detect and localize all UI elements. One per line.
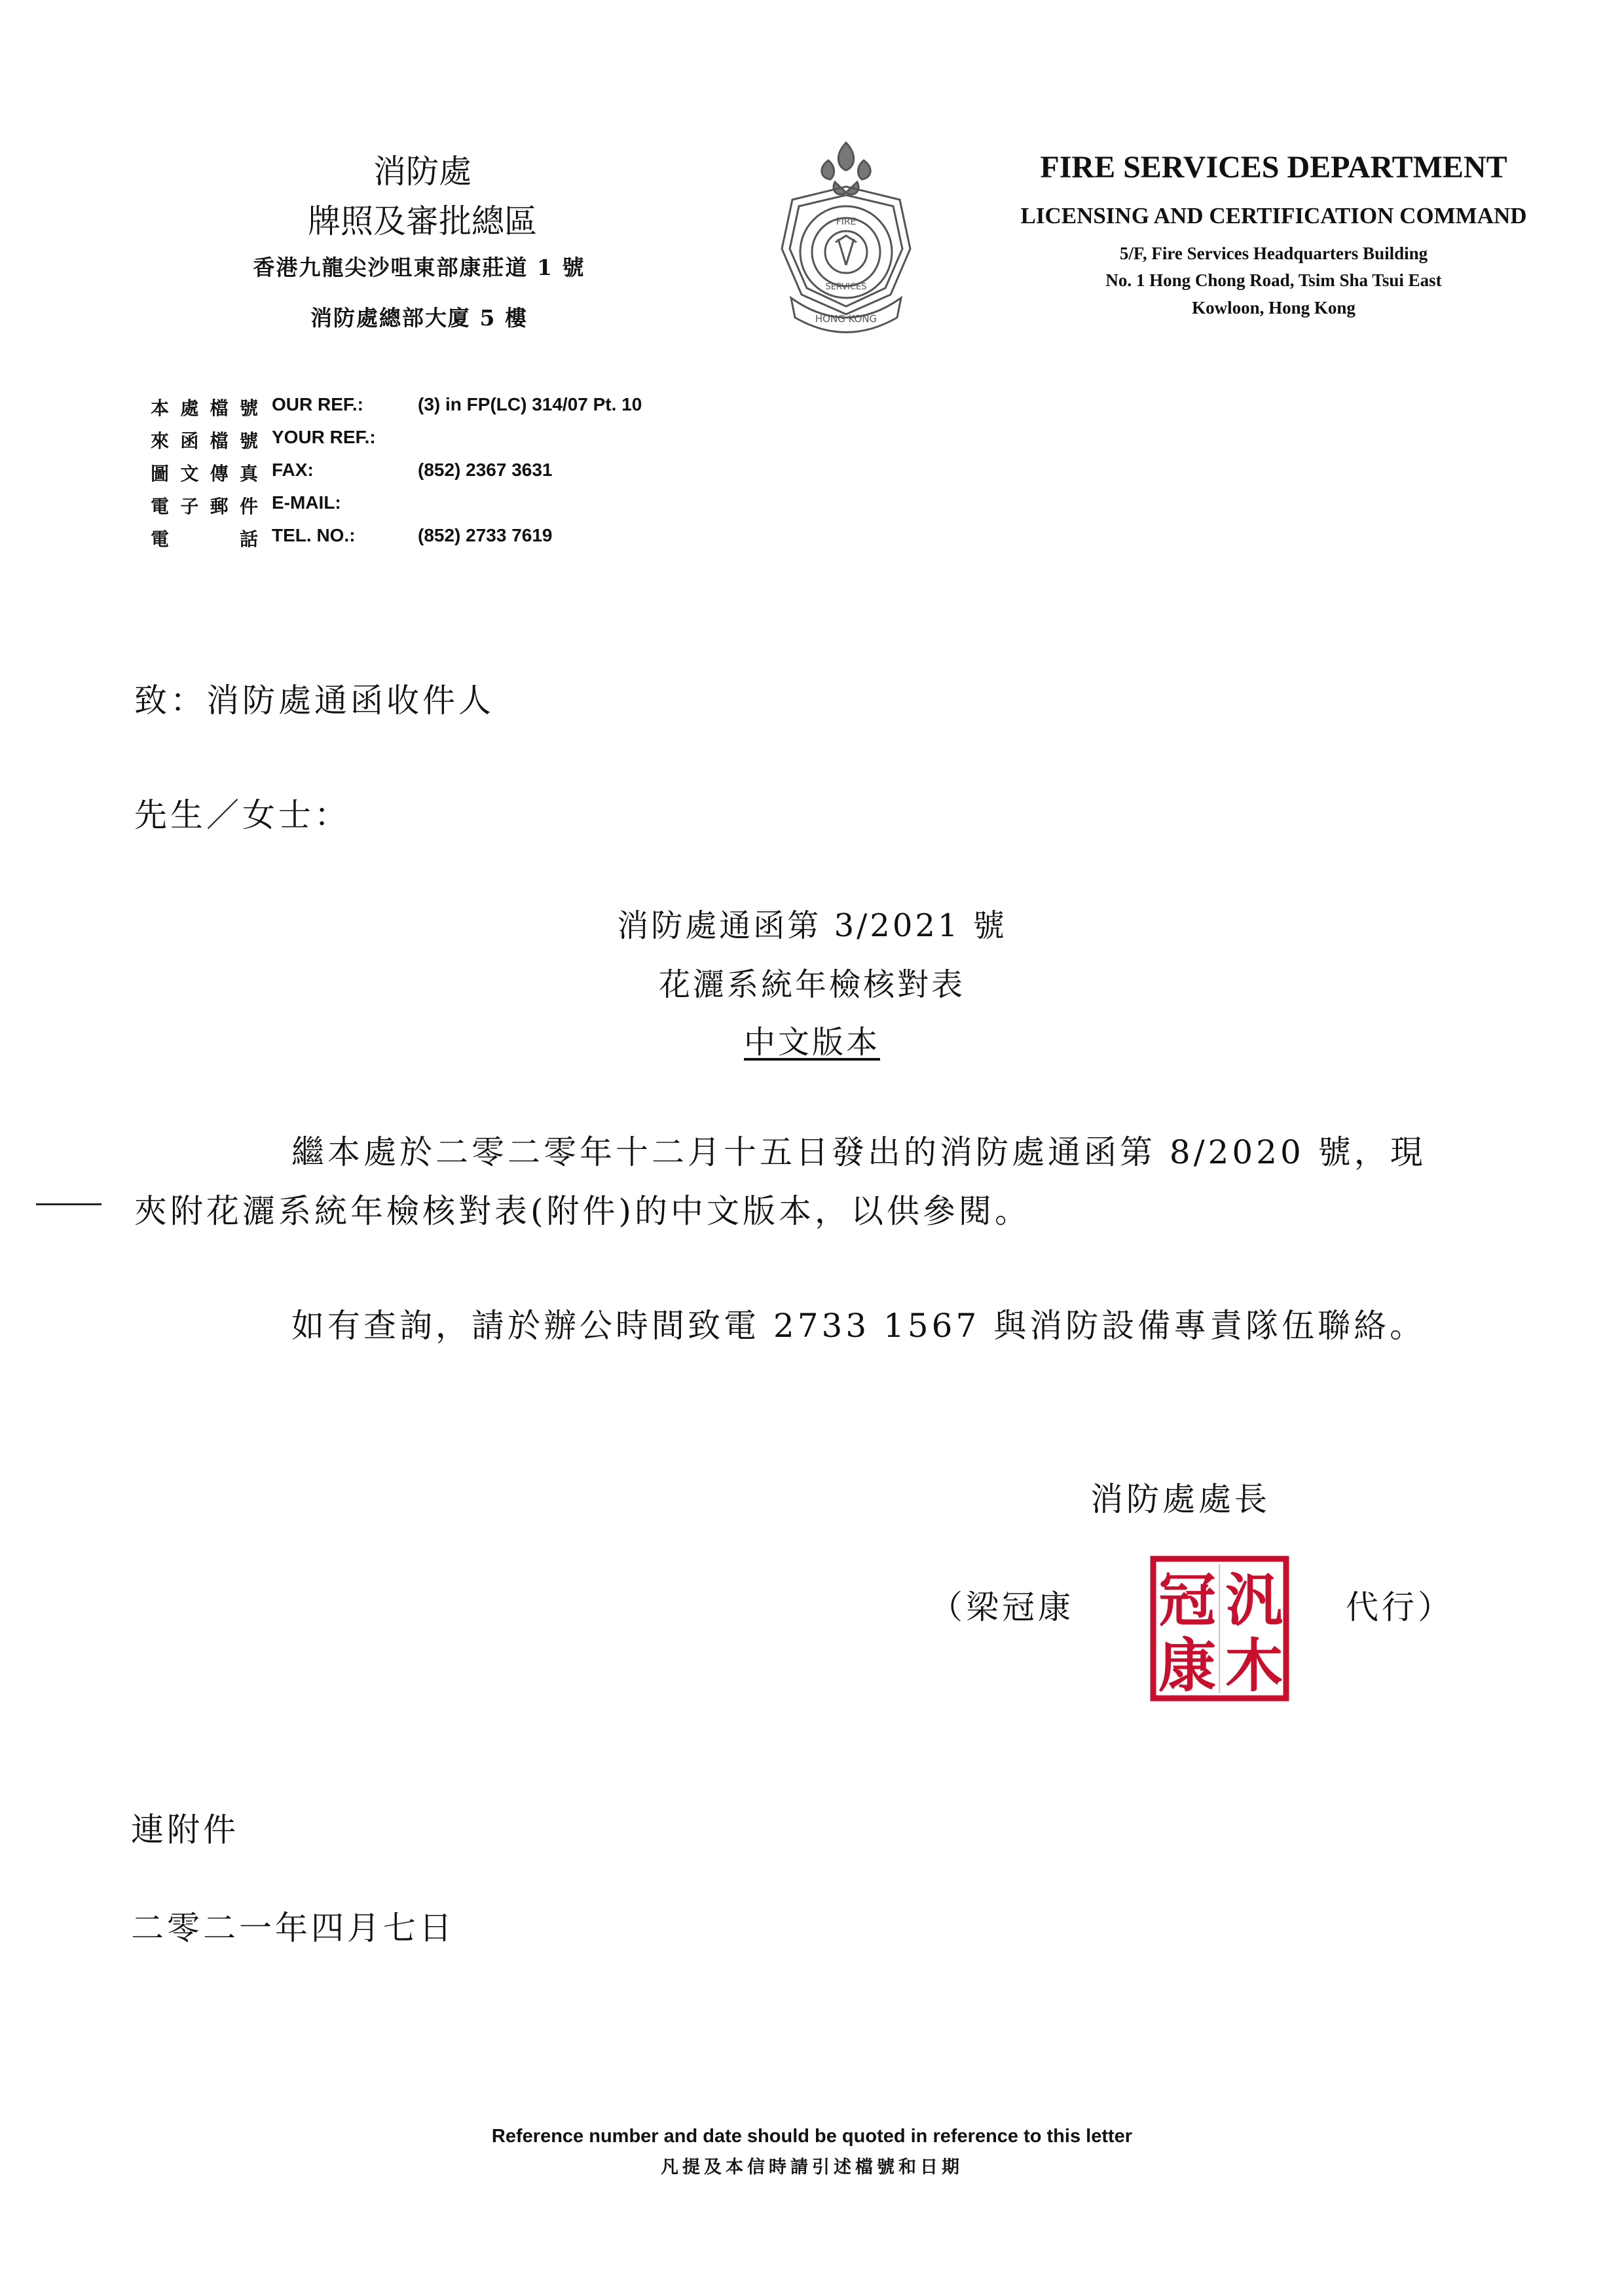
enclosure-note: 連附件: [131, 1811, 239, 1849]
emblem-services-text: SERVICES: [825, 282, 867, 292]
ref-label-zh: 電子郵件: [151, 496, 259, 517]
ref-value: (852) 2367 3631: [418, 460, 553, 480]
seal-char: 汎: [1225, 1566, 1283, 1634]
paragraph-1-line-1: 繼本處於二零二零年十二月十五日發出的消防處通函第 8/2020 號，現: [291, 1133, 1426, 1171]
paragraph-1-line-2: 夾附花灑系統年檢核對表(附件)的中文版本，以供參閱。: [134, 1192, 1031, 1230]
en-dept-name: FIRE SERVICES DEPARTMENT: [1040, 150, 1507, 185]
ref-label-zh: 圖文傳真: [151, 463, 259, 484]
ref-value: (852) 2733 7619: [418, 525, 553, 545]
fire-services-emblem: [773, 137, 920, 334]
ref-label-zh: 電話: [151, 528, 259, 550]
ref-label-en: FAX:: [272, 460, 314, 480]
signer-acting-label: 代行）: [1346, 1588, 1454, 1626]
ref-label-en: E-MAIL:: [272, 492, 341, 513]
letter-date: 二零二一年四月七日: [131, 1909, 455, 1947]
ref-label-en: OUR REF.:: [272, 394, 363, 414]
zh-dept-name: 消防處: [373, 153, 471, 191]
en-address-line2: No. 1 Hong Chong Road, Tsim Sha Tsui East: [1105, 270, 1442, 290]
margin-dash-mark: [36, 1203, 101, 1205]
zh-command-name: 牌照及審批總區: [308, 202, 537, 240]
signer-name: （梁冠康: [930, 1588, 1074, 1626]
ref-label-en: YOUR REF.:: [272, 427, 376, 447]
emblem-hongkong-text: HONG KONG: [815, 313, 877, 325]
zh-address-line1: 香港九龍尖沙咀東部康莊道 1 號: [253, 255, 585, 280]
ref-value: (3) in FP(LC) 314/07 Pt. 10: [418, 394, 642, 414]
en-address-line1: 5/F, Fire Services Headquarters Building: [1119, 244, 1428, 263]
seal-char: 康: [1158, 1631, 1217, 1700]
circular-title-version: 中文版本: [743, 1024, 881, 1061]
paragraph-2: 如有查詢，請於辦公時間致電 2733 1567 與消防設備專責隊伍聯絡。: [291, 1307, 1426, 1345]
emblem-fire-text: FIRE: [836, 217, 857, 227]
circular-title-subject: 花灑系統年檢核對表: [658, 966, 966, 1003]
signer-title: 消防處處長: [1090, 1480, 1270, 1518]
footer-note-en: Reference number and date should be quoted in reference to this letter: [491, 2126, 1133, 2147]
seal-char: 冠: [1158, 1566, 1217, 1634]
addressee-line: 致：消防處通函收件人: [134, 682, 494, 720]
seal-char: 木: [1225, 1631, 1283, 1700]
salutation: 先生／女士：: [134, 796, 350, 834]
footer-note-zh: 凡提及本信時請引述檔號和日期: [661, 2157, 963, 2178]
ref-label-en: TEL. NO.:: [272, 525, 356, 545]
en-address-line3: Kowloon, Hong Kong: [1192, 298, 1356, 318]
ref-label-zh: 本處檔號: [151, 397, 259, 419]
signature-seal: [1149, 1555, 1290, 1702]
zh-address-line2: 消防處總部大廈 5 樓: [310, 305, 528, 331]
ref-label-zh: 來函檔號: [151, 430, 259, 452]
en-command-name: LICENSING AND CERTIFICATION COMMAND: [1020, 203, 1527, 228]
circular-title-number: 消防處通函第 3/2021 號: [617, 907, 1007, 944]
